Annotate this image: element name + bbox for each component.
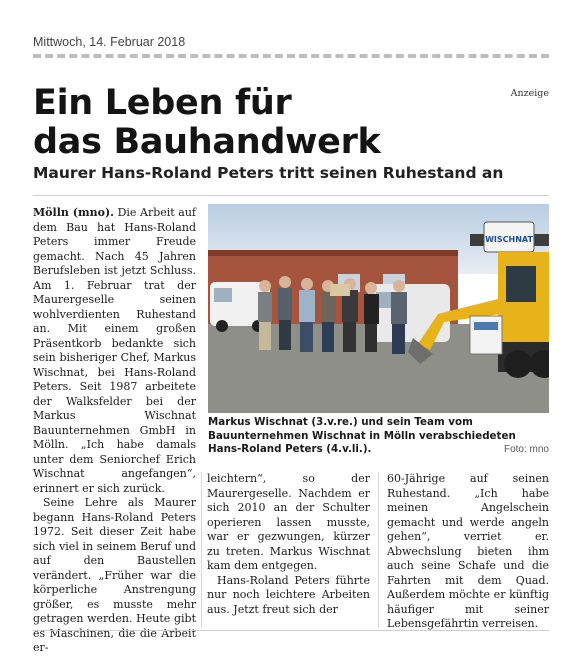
headline-line-1: Ein Leben für: [33, 83, 292, 123]
column-divider: [378, 472, 379, 628]
dateline-place: Mölln (mno).: [33, 206, 114, 219]
dateline-rule: [33, 54, 549, 58]
dateline: Mittwoch, 14. Februar 2018: [33, 35, 186, 49]
paragraph-text: Die Arbeit auf dem Bau hat Hans-Roland Peters immer Freude gemacht. Nach 45 Jahren Berufsleben ist jetzt Schluss. Am 1. Februar trat der Maurergeselle seinen wohlverdienten Ruhestand an. Mit einem großen Präsentkorb bedankte sich sein bisheriger Chef, Markus Wischnat, bei Hans-Roland Peters. Seit 1987 arbeitete der Walksfelder bei der Markus Wischnat Bauunternehmen GmbH in Mölln. „Ich habe damals unter dem Seniorchef Erich Wischnat angefangen“, erinnert er sich zurück.: [33, 206, 197, 495]
article-column-1: [33, 206, 196, 656]
paragraph: leichtern“, so der Maurergeselle. Nachdem er sich 2010 an der Schulter operieren lassen musste, war er gezwungen, kürzer zu treten. Markus Wischnat kam dem entgegen.: [207, 472, 370, 572]
column-divider: [201, 472, 202, 628]
paragraph: 60-Jährige auf seinen Ruhestand. „Ich habe meinen Angelschein gemacht und werde angeln gehen“, verriet er. Abwechslung bieten ihm auch seine Schafe und die Fahrten mit dem Quad. Außerdem möchte er künftig häufiger mit seiner Lebensgefährtin verreisen.: [387, 472, 549, 630]
photo-illustration: [208, 204, 549, 413]
article-photo: [208, 204, 549, 413]
headline-line-2: das Bauhandwerk: [33, 122, 381, 162]
paragraph: [33, 206, 196, 496]
article-column-3: [387, 472, 549, 632]
subheadline: Maurer Hans-Roland Peters tritt seinen Ruhestand an: [33, 164, 504, 182]
paragraph: Seine Lehre als Maurer begann Hans-Roland Peters 1972. Seit dieser Zeit habe sich viel in seinem Beruf und auf den Baustellen verändert. „Früher war die körperliche Anstrengung größer, es musste mehr getragen werden. Heute gibt es Maschinen, die die Arbeit er-: [33, 496, 196, 654]
top-rule: [33, 195, 549, 196]
company-sign-text: WISCHNAT: [485, 235, 533, 244]
article-column-2: [207, 472, 370, 617]
headline: [33, 84, 381, 162]
bottom-rule: [33, 630, 549, 631]
photo-credit: Foto: mno: [503, 444, 549, 455]
paragraph: Hans-Roland Peters führte nur noch leichtere Arbeiten aus. Jetzt freut sich der: [207, 573, 370, 616]
photo-caption: Markus Wischnat (3.v.re.) und sein Team vom Bauunternehmen Wischnat in Mölln verabschiedeten Hans-Roland Peters (4.v.li.).: [208, 416, 516, 455]
advertisement-label: Anzeige: [510, 88, 549, 99]
